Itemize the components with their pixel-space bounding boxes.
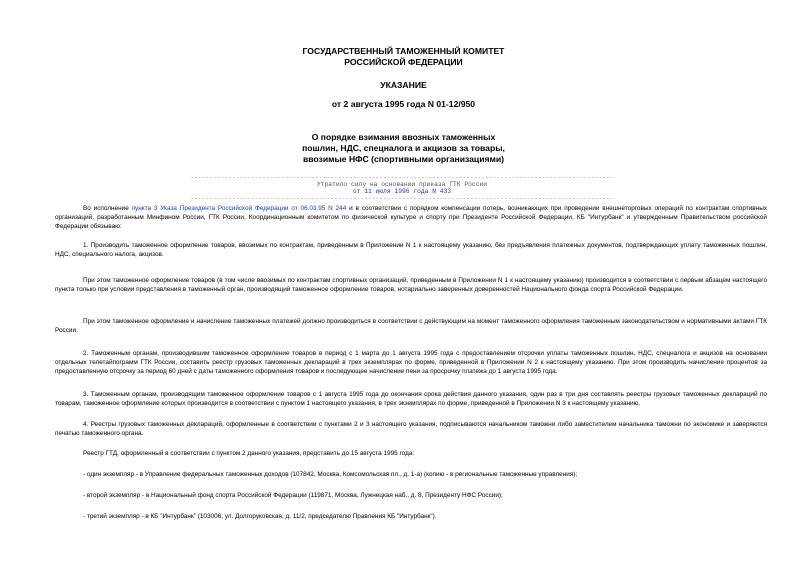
note-rule-top: ---------------------------------------------------------------------------------------------------------------- xyxy=(190,174,614,181)
paragraph-7: Реестр ГТД, оформленный в соответствии с пунктом 2 данного указания, представить до 15 августа 1995 года: xyxy=(83,450,415,457)
paragraph-5: 3. Таможенным органам, производящим таможенное оформление товаров с 1 августа 1995 года до окончания срока действия данного указания, один раз в три дня составлять реестры грузовых таможенных деклараций по товарам, таможенное оформление которых производится в соответствии с пунктом 1 настоящего указания, в трех экземплярах по форме, приведенной в Приложении N 3 к настоящему указанию. xyxy=(55,391,767,408)
intro-text-pre: Во исполнение xyxy=(83,205,132,212)
subject-line-2: пошлин, НДС, спецналога и акцизов за товары, xyxy=(302,143,505,153)
paragraph-3: При этом таможенное оформление и начисление таможенных платежей должно производиться в соответствии с действующим на момент таможенного оформления таможенным законодательством и нормативными актами ГТК России. xyxy=(55,318,767,335)
document-body xyxy=(55,204,767,524)
intro-text-post: и в соответствии с порядком компенсации потерь, возникающих при проведении внешнеторговых операций по контрактам спортивных организаций, разработанным Минфином России, ГТК России, Координационным комитетом по физической культуре и спорту при Президенте Российской Федерации, КБ "Интурбанк" и утвержденным Правительством российской Федерации обязываю: xyxy=(55,205,767,231)
issuer-line-2: РОССИЙСКОЙ ФЕДЕРАЦИИ xyxy=(344,57,463,67)
subject-line-1: О порядке взимания ввозных таможенных xyxy=(311,132,496,142)
paragraph-6: 4. Реестры грузовых таможенных деклараций, оформленные в соответствии с пунктами 2 и 3 настоящего указания, подписываются начальником таможни либо заместителем начальника таможни по экономике и заверяются печатью таможенного органа. xyxy=(55,421,767,438)
intro-paragraph xyxy=(55,204,767,241)
note-rule-bottom: ---------------------------------------------------------------------------------------------------------------- xyxy=(190,195,614,202)
issuer-line-1: ГОСУДАРСТВЕННЫЙ ТАМОЖЕННЫЙ КОМИТЕТ xyxy=(302,46,505,56)
paragraph-9: - второй экземпляр - в Национальный фонд спорта Российской Федерации (119871, Москва, Лужнецкая наб., д. 8, Президенту НФС России); xyxy=(83,492,503,499)
document-subject xyxy=(0,132,807,165)
paragraph-10: - третий экземпляр - в КБ "Интурбанк" (103006, ул. Долгоруковская, д. 11/2, председателю Правления КБ "Интурбанк"). xyxy=(83,513,437,520)
repeal-status-note xyxy=(184,174,620,202)
paragraph-2: При этом таможенное оформление товаров (в том числе ввозимых по контрактам спортивных организаций, приведенным в Приложении N 1 к настоящему указанию) производится в соответствии с первым абзацем настоящего пункта только при условии представления в таможенный орган, производящий таможенное оформление товаров, нотариально заверенных доверенностей Национального фонда спорта Российской Федерации. xyxy=(55,277,767,294)
document-type: УКАЗАНИЕ xyxy=(380,80,427,90)
document-date: от 2 августа 1995 года N 01-12/950 xyxy=(331,99,476,109)
issuer-heading xyxy=(0,46,807,68)
note-line-1: Утратило силу на основании приказа ГТК России xyxy=(316,181,488,188)
repeal-order-link[interactable]: от 11 июля 1996 года N 433 xyxy=(352,188,452,195)
paragraph-1: 1. Производить таможенное оформление товаров, ввозимых по контрактам, приведенным в Приложении N 1 к настоящему указанию, без предъявления платежных документов, подтверждающих уплату таможенных пошлин, НДС, специального налога, акцизов. xyxy=(55,242,767,259)
paragraph-4: 2. Таможенным органам, производившим таможенное оформление товаров в период с 1 марта до 1 августа 1995 года с предоставлением отсрочки уплаты таможенных пошлин, НДС, спецналога и акцизов на основании отдельных телетайпограмм ГТК России, составить реестр грузовых таможенных деклараций в трех экземплярах по форме, приведенной в Приложении N 2 к настоящему указанию. При этом производить начисление процентов за предоставленную отсрочку за период 60 дней с даты таможенного оформления товаров и последующее начисление пени за просрочку платежа до 1 августа 1995 года. xyxy=(55,350,767,376)
decree-link[interactable]: пункта 3 Указа Президента Российской Федерации от 06.03.95 N 244 xyxy=(131,205,347,212)
paragraph-8: - один экземпляр - в Управление федеральных таможенных доходов (107842, Москва, Комсомольская пл., д. 1-а) (копию - в региональные таможенные управления); xyxy=(83,471,578,478)
subject-line-3: ввозимые НФС (спортивными организациями) xyxy=(302,154,505,164)
